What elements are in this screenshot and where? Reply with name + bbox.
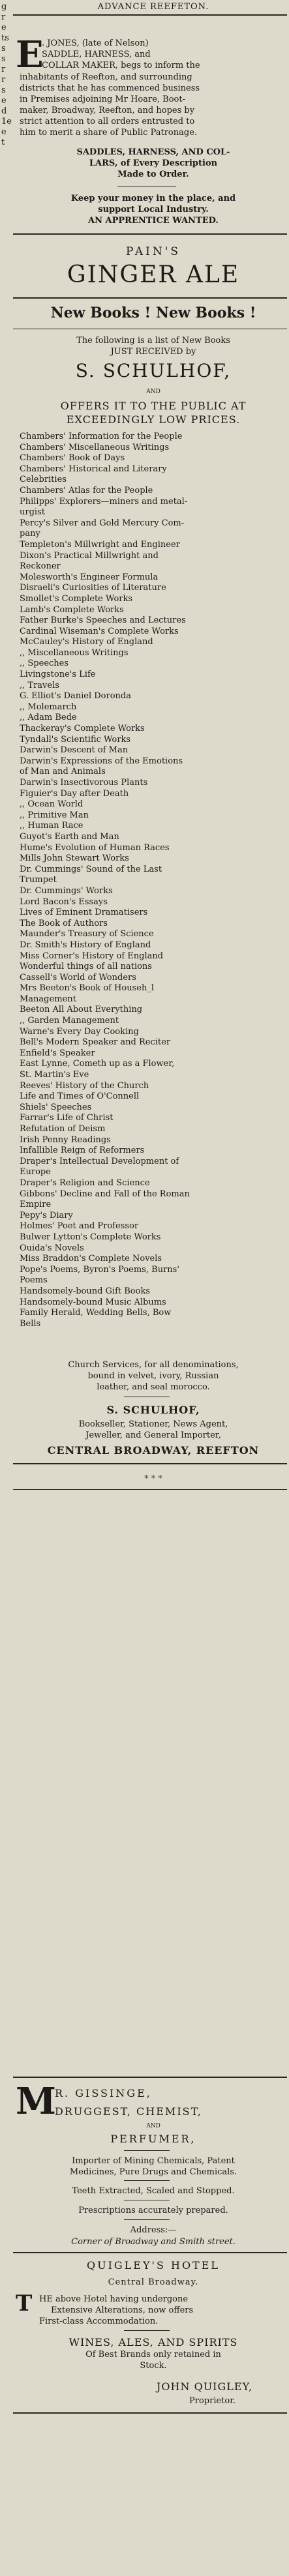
book-item: Draper's Religion and Science [20,1177,150,1188]
margin-fragment: s [1,44,6,53]
book-item: ,, Adam Bede [20,713,77,723]
margin-fragment: e [1,23,7,33]
book-item: Family Herald, Wedding Bells, Bow [20,1308,172,1318]
cut-header: ADVANCE REEFETON. [97,2,209,12]
margin-fragment: s [1,85,6,95]
book-item: Philipps' Explorers—miners and metal- [20,496,188,507]
book-item: Lord Bacon's Essays [20,896,108,907]
book-item: Bell's Modern Speaker and Reciter [20,1037,171,1048]
book-item: pany [20,529,40,539]
drop-cap-t: T [16,2290,33,2317]
book-item: Chambers' Atlas for the People [20,485,153,496]
and-word: AND [146,389,160,395]
drop-cap-m: M [16,2080,56,2123]
short-rule [124,2219,170,2220]
book-list [20,432,287,1329]
margin-fragment: r [1,65,6,74]
book-item: Livingstone's Life [20,670,96,680]
quigley-role: Proprietor. [189,2396,236,2406]
book-item: Thackeray's Complete Works [20,724,145,734]
gissing-teeth: Teeth Extracted, Scaled and Stopped. [72,2186,235,2196]
margin-fragment: r [1,75,6,85]
book-item: ,, Travels [20,680,59,690]
book-item: East Lynne, Cometh up as a Flower, [20,1059,175,1069]
book-item: Molesworth's Engineer Formula [20,572,159,582]
book-item: Disraeli's Curiosities of Literature [20,583,166,593]
book-item: Infallible Reign of Reformers [20,1146,145,1156]
book-item: Warne's Every Day Cooking [20,1026,139,1037]
book-item: Poems [20,1275,48,1286]
margin-fragment: d [1,106,7,116]
book-item: ,, Primitive Man [20,810,89,820]
gissing-perfumer: PERFUMER, [110,2133,196,2145]
book-item: Percy's Silver and Gold Mercury Com- [20,518,185,528]
book-item: Empire [20,1200,52,1210]
book-item: McCauley's History of England [20,637,153,647]
book-item: Chambers' Information for the People [20,432,183,441]
book-item: Templeton's Millwright and Engineer [20,539,180,550]
book-item: Enfield's Speaker [20,1048,95,1058]
book-item: Chambers' Historical and Literary [20,464,167,474]
separator: * * * [144,1474,162,1484]
book-item: Gibbons' Decline and Fall of the Roman [20,1189,190,1199]
book-item: Mills John Stewart Works [20,853,129,864]
jones-notice: . JONES, (late of Nelson) SADDLE, HARNESS, and COLLAR MAKER, begs to inform the [42,38,200,70]
rule [13,14,287,16]
book-item: Smollet's Complete Works [20,593,133,604]
book-item: Miss Braddon's Complete Novels [20,1254,162,1264]
book-item: St. Martin's Eve [20,1070,89,1080]
book-item: Dixon's Practical Millwright and [20,550,159,561]
book-item: ,, Miscellaneous Writings [20,647,129,658]
quigley-location: Central Broadway. [108,2277,199,2287]
book-item: Tyndall's Scientific Works [20,734,131,745]
book-item: Dr. Cummings' Works [20,885,113,896]
book-item: Life and Times of O'Connell [20,1091,140,1102]
jones-stock: SADDLES, HARNESS, AND COL- LARS, of Every Description Made to Order. [76,147,230,179]
book-item: Management [20,994,76,1004]
adjacent-column-fragment [0,0,10,2576]
book-item: Darwin's Descent of Man [20,745,129,756]
book-item: Mrs Beeton's Book of Househ_l [20,983,154,994]
book-item: ,, Garden Management [20,1016,119,1026]
book-item: Figuier's Day after Death [20,788,129,799]
book-item: Farrar's Life of Christ [20,1113,114,1123]
book-item: Dr. Cummings' Sound of the Last [20,864,162,874]
margin-fragment: e [1,96,7,106]
margin-fragment: 1e [1,117,12,126]
book-item: Darwin's Insectivorous Plants [20,778,148,788]
book-item: G. Elliot's Daniel Doronda [20,691,131,702]
margin-fragment: t [1,138,5,147]
schulhof-trades: Bookseller, Stationer, News Agent, Jeweller, and General Importer, [78,1419,228,1440]
rule [13,2412,287,2414]
book-item: Lamb's Complete Works [20,604,124,615]
gissing-address-label: Address:— [130,2225,177,2235]
rule [13,1489,287,1490]
schulhof-intro: The following is a list of New Books JUST RECEIVED by [76,336,230,357]
book-item: Holmes' Poet and Professor [20,1221,139,1232]
book-item: Beeton All About Everything [20,1005,143,1015]
book-item: ,, Human Race [20,821,84,831]
book-item: of Man and Animals [20,767,106,777]
book-item: urgist [20,507,45,518]
book-item: Handsomely-bound Gift Books [20,1286,151,1296]
gissing-title: DRUGGEST, CHEMIST, [55,2105,202,2118]
book-item: Guyot's Earth and Man [20,831,119,842]
book-item: Refutation of Deism [20,1124,106,1134]
book-item: Chambers' Miscellaneous Writings [20,442,170,452]
rule [13,2252,287,2253]
jones-notice-cont: inhabitants of Reefton, and surrounding districts that he has commenced business in Premises adjoining Mr Hoare, Boot- maker, Broadway, Reefton, and hopes by strict attention to all orders entrusted to him to merit a share of Public Patronage. [20,72,200,138]
book-item: Darwin's Expressions of the Emotions [20,756,183,766]
rule [13,2077,287,2078]
book-item: Bulwer Lytton's Complete Works [20,1232,161,1242]
gissing-name: R. GISSINGE, [55,2087,152,2099]
book-item: Chambers' Book of Days [20,453,125,464]
quigley-body: HE above Hotel having undergone Extensive Alterations, now offers First-class Accommodation. [39,2294,194,2326]
book-item: The Book of Authors [20,918,108,928]
ginger-ale-heading: GINGER ALE [67,261,240,288]
book-item: Bells [20,1318,41,1329]
book-item: Reeves' History of the Church [20,1080,149,1091]
schulhof-name: S. SCHULHOF, [75,360,232,381]
book-item: Maunder's Treasury of Science [20,929,154,940]
drop-cap-e: E [16,33,44,76]
book-item: Pepy's Diary [20,1210,73,1221]
quigley-owner: JOHN QUIGLEY, [157,2380,253,2393]
book-item: Draper's Intellectual Development of [20,1156,179,1166]
gissing-body: Importer of Mining Chemicals, Patent Medicines, Pure Drugs and Chemicals. [69,2156,237,2177]
pains-title: PAIN'S [125,245,181,258]
and-word: AND [146,2123,160,2129]
book-item: Cassell's World of Wonders [20,972,136,983]
new-books-headline: New Books ! New Books ! [50,304,256,321]
book-item: ,, Speeches [20,659,69,669]
margin-fragment: s [1,54,6,64]
schulhof-signature: S. SCHULHOF, [106,1404,200,1416]
book-item: ,, Molemarch [20,702,77,712]
short-rule [124,2180,170,2181]
margin-fragment: g [1,2,7,12]
book-item: Ouida's Novels [20,1243,84,1253]
book-item: Trumpet [20,875,57,885]
book-item: Lives of Eminent Dramatisers [20,908,148,918]
book-item: Handsomely-bound Music Albums [20,1297,166,1307]
book-item: Celebrities [20,475,67,485]
book-item: Europe [20,1167,51,1177]
rule [13,297,287,299]
gissing-address: Corner of Broadway and Smith street. [71,2237,236,2247]
book-item: ,, Ocean World [20,799,84,810]
jones-local: Keep your money in the place, and support Local Industry. AN APPRENTICE WANTED. [70,194,236,226]
book-item: Dr. Smith's History of England [20,940,151,950]
margin-fragment: ts [1,33,9,43]
book-item: Irish Penny Readings [20,1134,111,1145]
schulhof-offers: OFFERS IT TO THE PUBLIC AT EXCEEDINGLY LOW PRICES. [60,400,247,426]
margin-fragment: r [1,12,6,22]
book-item: Cardinal Wiseman's Complete Works [20,626,179,636]
church-services: Church Services, for all denominations, bound in velvet, ivory, Russian leather, and seal morocco. [68,1360,239,1392]
schulhof-address: CENTRAL BROADWAY, REEFTON [47,1444,260,1457]
short-rule [124,2330,170,2331]
book-item: Shiels' Speeches [20,1102,92,1112]
book-item: Wonderful things of all nations [20,962,152,972]
book-item: Pope's Poems, Byron's Poems, Burns' [20,1264,179,1275]
margin-fragment: e [1,127,7,137]
short-rule [124,2150,170,2151]
book-item: Miss Corner's History of England [20,951,164,961]
gissing-prescriptions: Prescriptions accurately prepared. [78,2206,228,2215]
quigley-title: QUIGLEY'S HOTEL [86,2259,221,2272]
book-item: Reckoner [20,561,61,572]
book-item: Father Burke's Speeches and Lectures [20,615,186,626]
book-item: Hume's Evolution of Human Races [20,842,170,853]
rule [13,1463,287,1464]
rule [13,233,287,235]
quigley-wines: WINES, ALES, AND SPIRITS Of Best Brands only retained in Stock. [68,2336,238,2371]
